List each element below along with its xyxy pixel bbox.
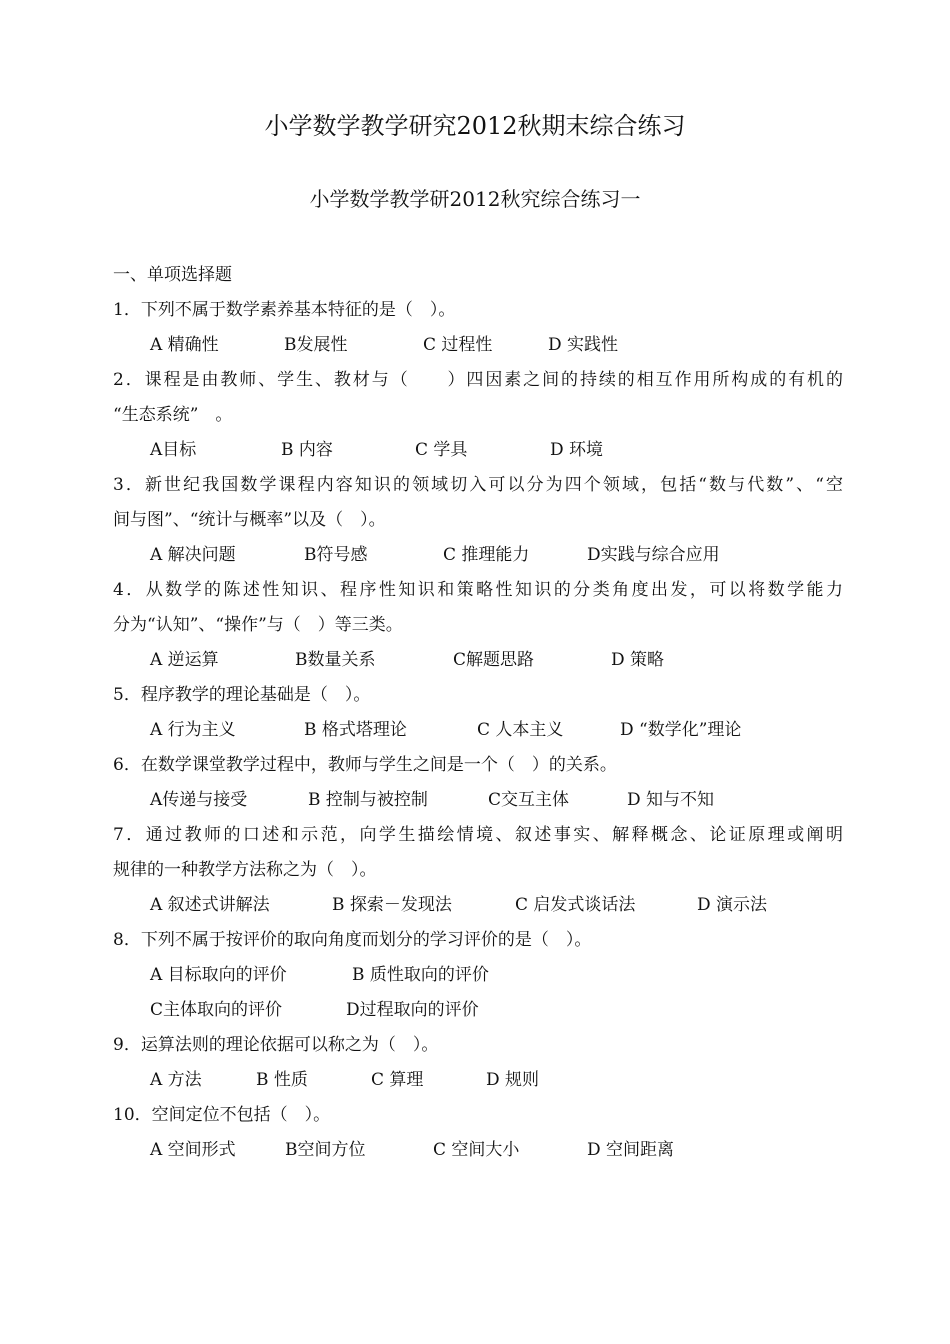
question-6-options xyxy=(113,783,843,818)
option-d: D 空间距离 xyxy=(587,1140,675,1160)
option-c: C 人本主义 xyxy=(477,720,564,740)
option-c: C 学具 xyxy=(415,440,468,460)
option-b: B 质性取向的评价 xyxy=(352,965,489,985)
option-d: D 规则 xyxy=(486,1070,540,1090)
question-8-options-row-2 xyxy=(113,993,843,1028)
question-9-options xyxy=(113,1063,843,1098)
option-b: B发展性 xyxy=(284,335,348,355)
question-2-options xyxy=(113,433,843,468)
option-b: B 格式塔理论 xyxy=(304,720,407,740)
option-d: D 知与不知 xyxy=(627,790,715,810)
question-2-continued: “生态系统” 。 xyxy=(113,405,233,425)
question-3-continued: 间与图”、“统计与概率”以及（ ）。 xyxy=(113,510,386,530)
question-4-continued: 分为“认知”、“操作”与（ ）等三类。 xyxy=(113,615,403,635)
option-a: A传递与接受 xyxy=(150,790,248,810)
question-5-options xyxy=(113,713,843,748)
option-c: C 启发式谈话法 xyxy=(515,895,636,915)
question-4-options xyxy=(113,643,843,678)
exercise-content xyxy=(113,258,843,1168)
question-2: 2．课程是由教师、学生、教材与（ ）四因素之间的持续的相互作用所构成的有机的 xyxy=(113,370,843,390)
option-a: A 空间形式 xyxy=(150,1140,236,1160)
option-c: C主体取向的评价 xyxy=(150,1000,283,1020)
option-b: B 探索－发现法 xyxy=(332,895,452,915)
option-b: B空间方位 xyxy=(285,1140,366,1160)
option-d: D 演示法 xyxy=(697,895,768,915)
option-c: C 过程性 xyxy=(423,335,493,355)
option-a: A 方法 xyxy=(150,1070,202,1090)
question-7: 7．通过教师的口述和示范，向学生描绘情境、叙述事实、解释概念、论证原理或阐明 xyxy=(113,825,843,845)
question-3-options xyxy=(113,538,843,573)
option-b: B 控制与被控制 xyxy=(308,790,428,810)
option-c: C交互主体 xyxy=(488,790,570,810)
question-6: 6．在数学课堂教学过程中，教师与学生之间是一个（ ）的关系。 xyxy=(113,755,617,775)
option-b: B 内容 xyxy=(281,440,333,460)
option-b: B 性质 xyxy=(256,1070,308,1090)
option-a: A 行为主义 xyxy=(150,720,236,740)
option-a: A 逆运算 xyxy=(150,650,219,670)
question-10-options xyxy=(113,1133,843,1168)
option-d: D “数学化”理论 xyxy=(620,720,742,740)
option-b: B符号感 xyxy=(304,545,368,565)
option-a: A 叙述式讲解法 xyxy=(150,895,270,915)
section-heading: 一、单项选择题 xyxy=(113,265,232,285)
question-7-options xyxy=(113,888,843,923)
question-1-options xyxy=(113,328,843,363)
option-a: A 目标取向的评价 xyxy=(150,965,287,985)
option-c: C 算理 xyxy=(371,1070,424,1090)
page-title: 小学数学教学研究2012秋期末综合练习 xyxy=(264,112,686,140)
option-a: A 精确性 xyxy=(150,335,219,355)
option-a: A 解决问题 xyxy=(150,545,236,565)
option-c: C 空间大小 xyxy=(433,1140,520,1160)
option-d: D 策略 xyxy=(611,650,665,670)
question-8: 8．下列不属于按评价的取向角度而划分的学习评价的是（ ）。 xyxy=(113,930,592,950)
question-9: 9．运算法则的理论依据可以称之为（ ）。 xyxy=(113,1035,439,1055)
question-10: 10．空间定位不包括（ ）。 xyxy=(113,1105,331,1125)
question-7-continued: 规律的一种教学方法称之为（ ）。 xyxy=(113,860,377,880)
option-d: D过程取向的评价 xyxy=(346,1000,479,1020)
question-4: 4．从数学的陈述性知识、程序性知识和策略性知识的分类角度出发，可以将数学能力 xyxy=(113,580,843,600)
option-d: D 实践性 xyxy=(548,335,619,355)
option-b: B数量关系 xyxy=(295,650,376,670)
question-5: 5．程序教学的理论基础是（ ）。 xyxy=(113,685,371,705)
option-d: D 环境 xyxy=(550,440,604,460)
option-a: A目标 xyxy=(150,440,197,460)
option-d: D实践与综合应用 xyxy=(587,545,720,565)
question-1: 1．下列不属于数学素养基本特征的是（ ）。 xyxy=(113,300,456,320)
question-8-options-row-1 xyxy=(113,958,843,993)
option-c: C 推理能力 xyxy=(443,545,530,565)
option-c: C解题思路 xyxy=(453,650,535,670)
question-3: 3．新世纪我国数学课程内容知识的领域切入可以分为四个领域，包括“数与代数”、“空 xyxy=(113,475,843,495)
page-subtitle: 小学数学教学研2012秋究综合练习一 xyxy=(309,187,641,211)
